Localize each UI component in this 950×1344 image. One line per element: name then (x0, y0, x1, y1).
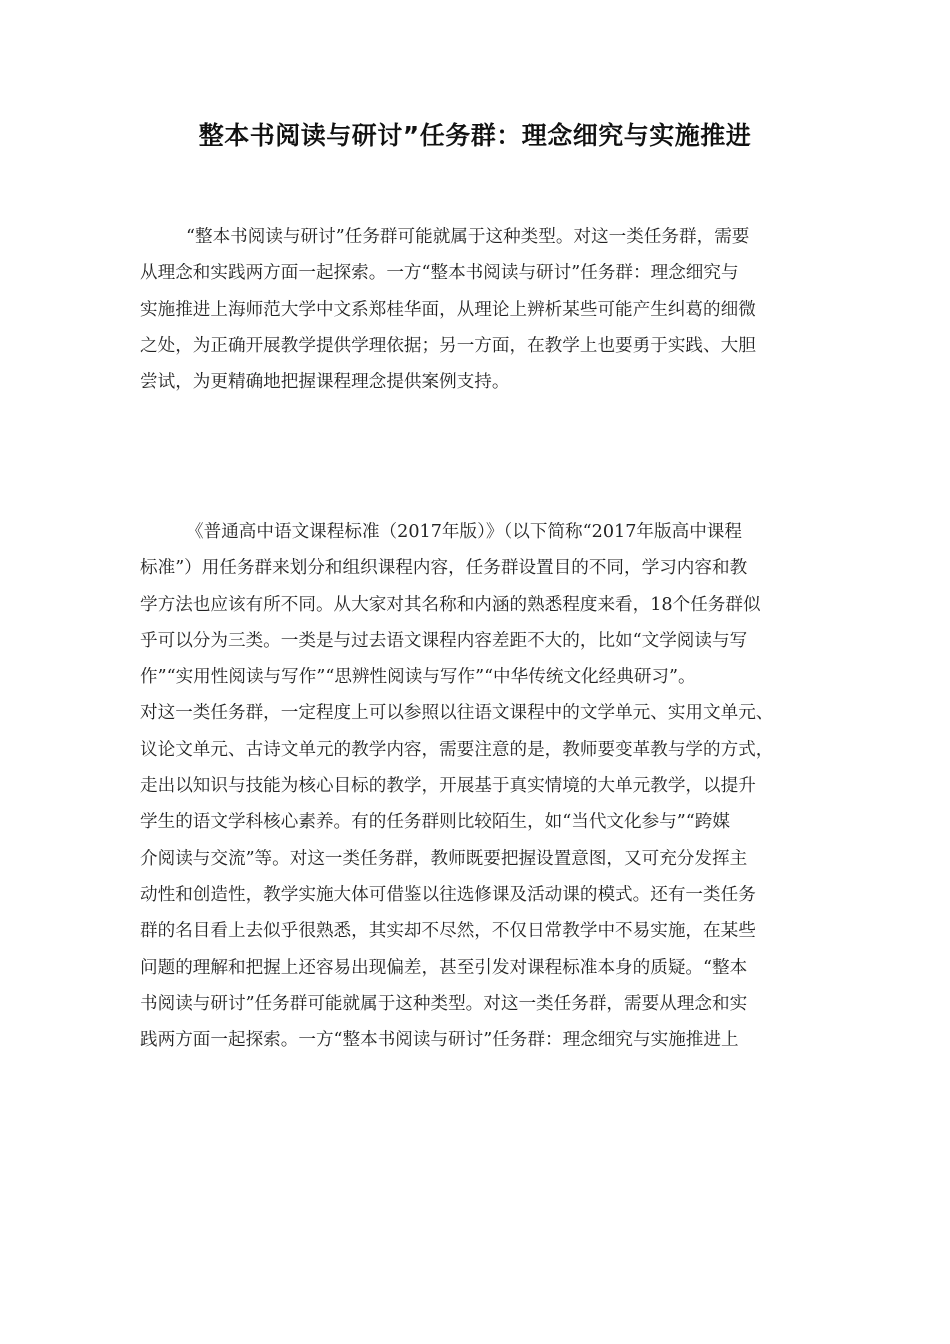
document-title: 整本书阅读与研讨”任务群：理念细究与实施推进 (198, 121, 752, 150)
paragraph-line: 标准”）用任务群来划分和组织课程内容，任务群设置目的不同，学习内容和教 (140, 558, 748, 579)
paragraph-line: 问题的理解和把握上还容易出现偏差，甚至引发对课程标准本身的质疑。“整本 (140, 957, 748, 978)
paragraph-line: “整本书阅读与研讨”任务群可能就属于这种类型。对这一类任务群，需要 (186, 227, 750, 247)
paragraph-line: 学方法也应该有所不同。从大家对其名称和内涵的熟悉程度来看，18个任务群似 (140, 594, 761, 615)
paragraph-line: 书阅读与研讨”任务群可能就属于这种类型。对这一类任务群，需要从理念和实 (140, 993, 748, 1014)
paragraph-2 (140, 514, 820, 1058)
paragraph-line: 从理念和实践两方面一起探索。一方“整本书阅读与研讨”任务群：理念细究与 (140, 263, 739, 284)
paragraph-line: 《普通高中语文课程标准（2017年版）》（以下简称“2017年版高中课程 (186, 522, 742, 542)
paragraph-line: 之处，为正确开展教学提供学理依据；另一方面，在教学上也要勇于实践、大胆 (140, 335, 756, 356)
paragraph-line: 走出以知识与技能为核心目标的教学，开展基于真实情境的大单元教学，以提升 (140, 776, 756, 797)
paragraph-line: 介阅读与交流”等。对这一类任务群，教师既要把握设置意图，又可充分发挥主 (140, 848, 748, 869)
paragraph-line: 乎可以分为三类。一类是与过去语文课程内容差距不大的，比如“文学阅读与写 (140, 630, 748, 651)
paragraph-line: 群的名目看上去似乎很熟悉，其实却不尽然，不仅日常教学中不易实施，在某些 (140, 921, 756, 942)
paragraph-line: 学生的语文学科核心素养。有的任务群则比较陌生，如“当代文化参与”“跨媒 (140, 812, 730, 833)
paragraph-1 (140, 219, 820, 400)
paragraph-line: 对这一类任务群，一定程度上可以参照以往语文课程中的文学单元、实用文单元、 (140, 703, 774, 724)
paragraph-line: 实施推进上海师范大学中文系郑桂华面，从理论上辨析某些可能产生纠葛的细微 (140, 299, 756, 320)
paragraph-line: 尝试，为更精确地把握课程理念提供案例支持。 (140, 372, 510, 393)
paragraph-line: 议论文单元、古诗文单元的教学内容，需要注意的是，教师要变革教与学的方式， (140, 739, 774, 760)
paragraph-line: 作”“实用性阅读与写作”“思辨性阅读与写作”“中华传统文化经典研习”。 (140, 667, 696, 688)
paragraph-line: 动性和创造性，教学实施大体可借鉴以往选修课及活动课的模式。还有一类任务 (140, 884, 756, 905)
paragraph-line: 践两方面一起探索。一方“整本书阅读与研讨”任务群：理念细究与实施推进上 (140, 1030, 739, 1051)
